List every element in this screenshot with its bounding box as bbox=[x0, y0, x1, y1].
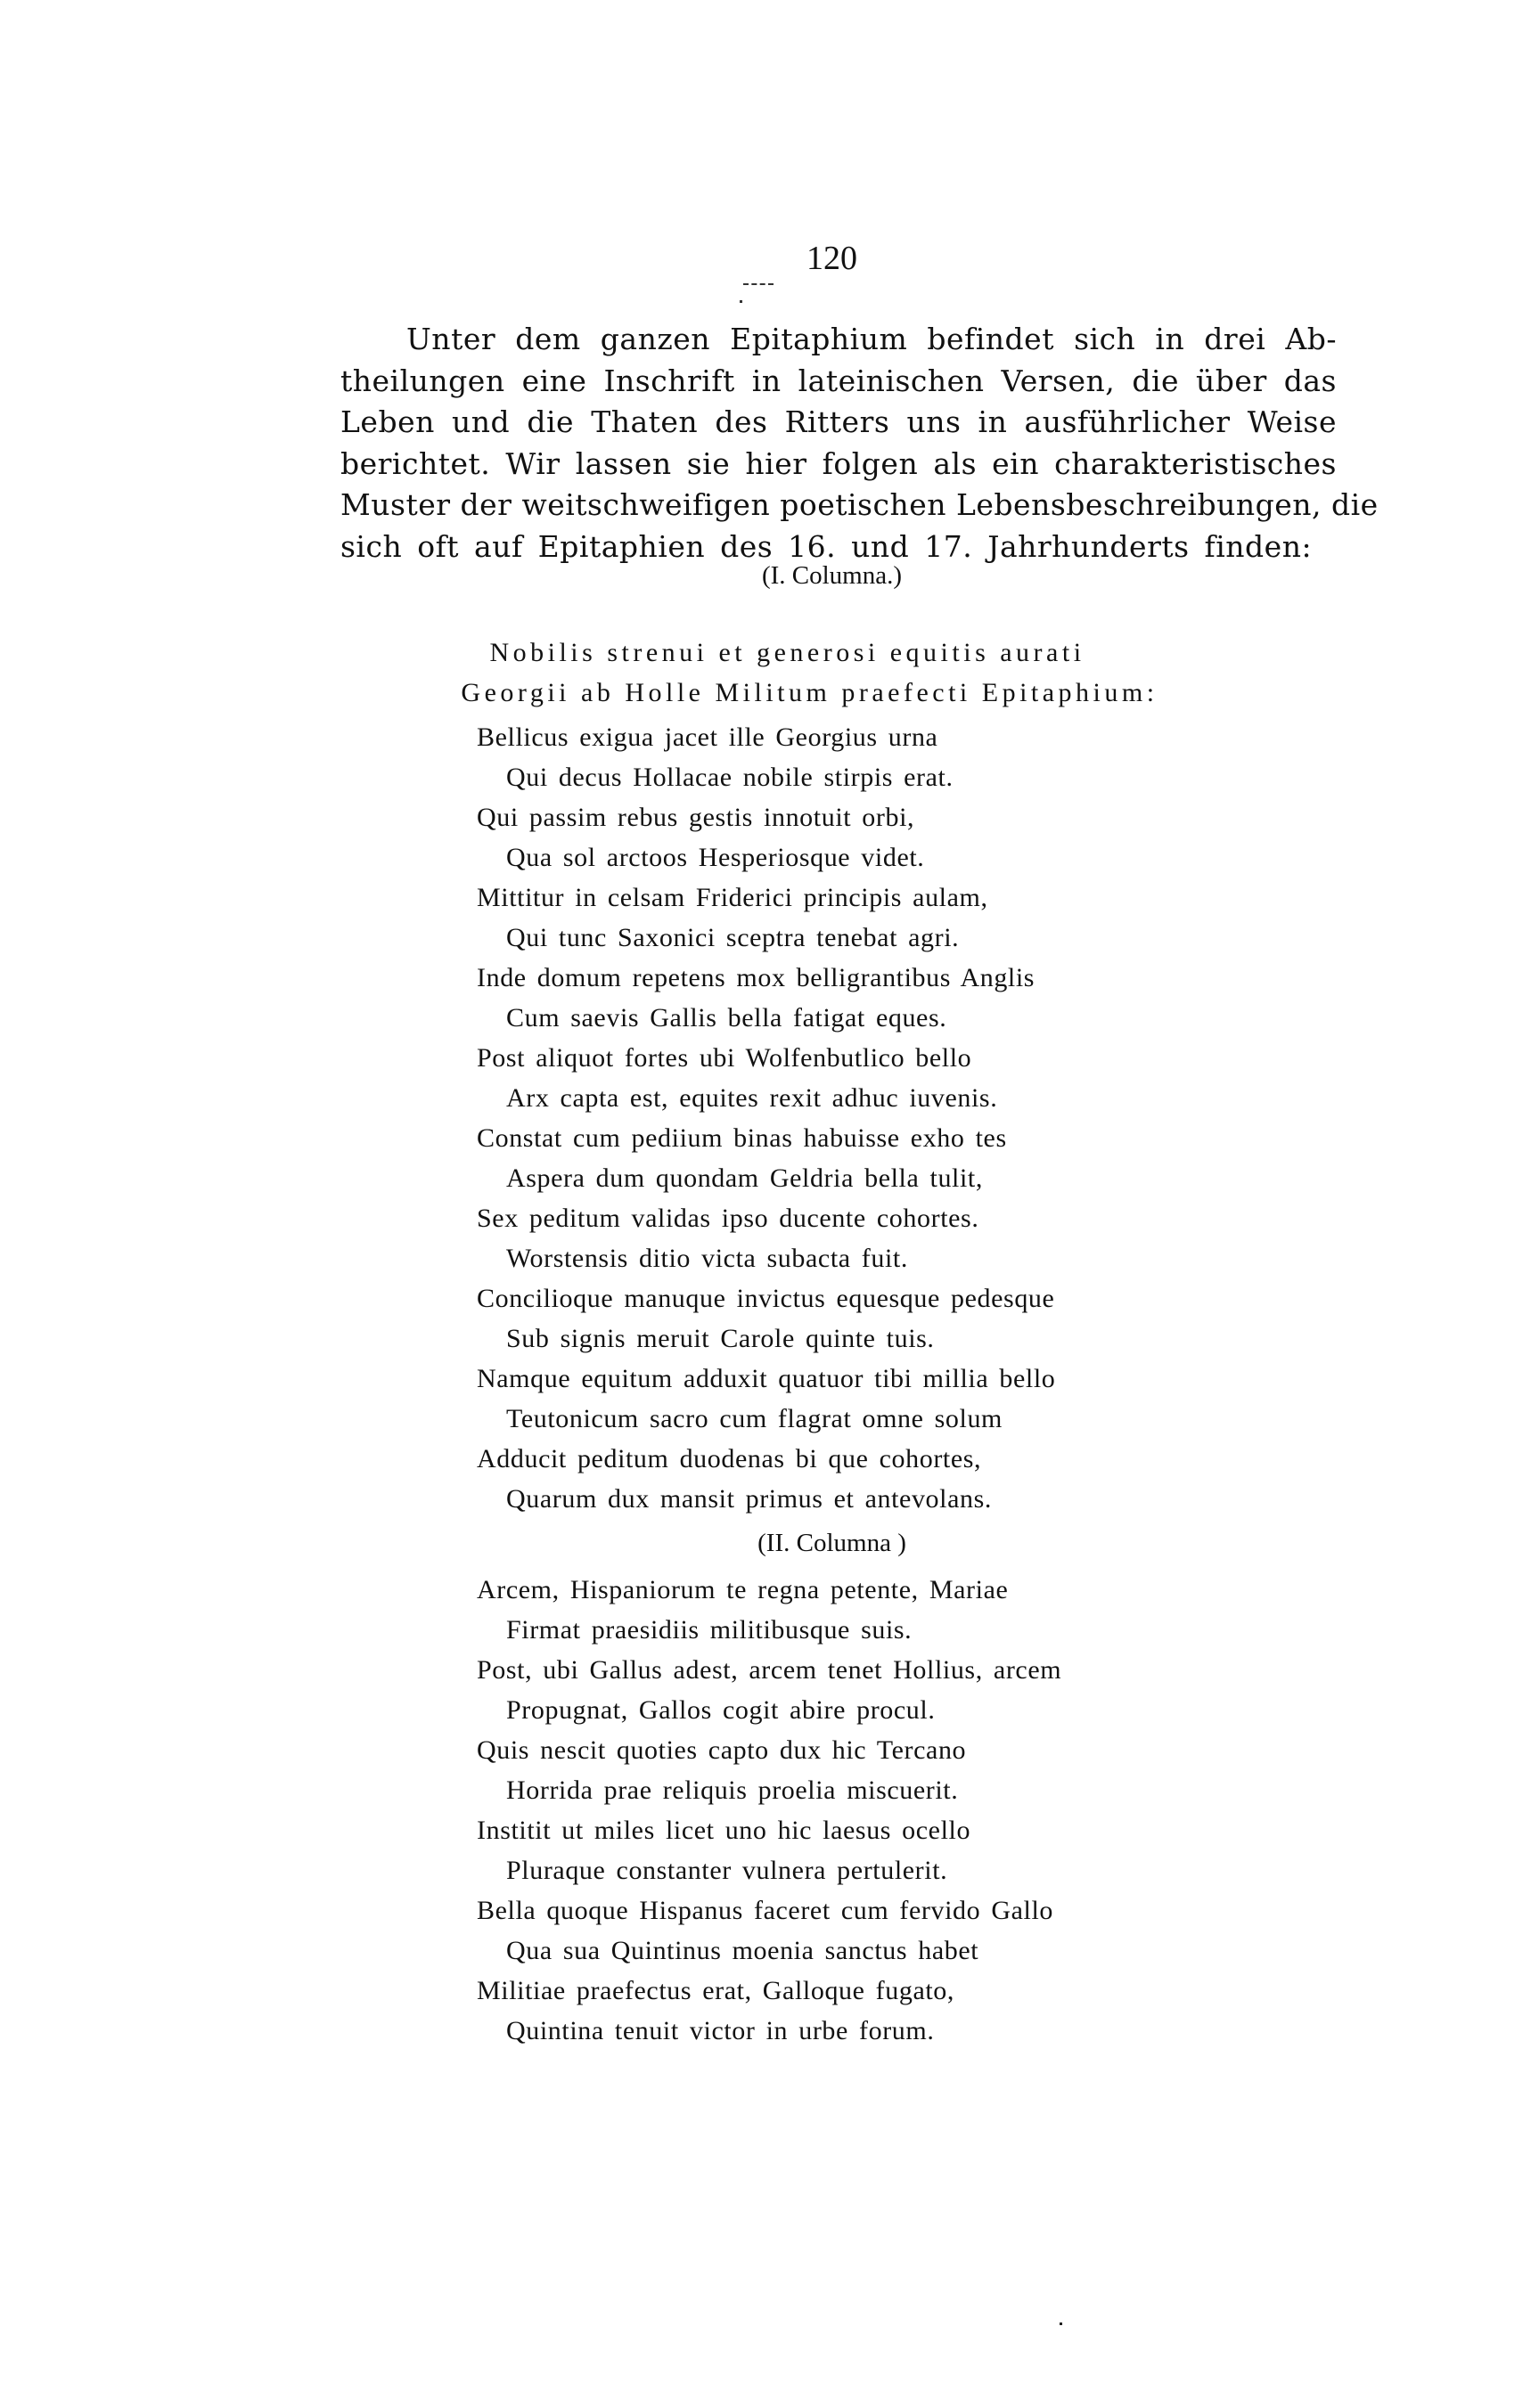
verse-line: Qua sua Quintinus moenia sanctus habet bbox=[506, 1936, 979, 1965]
verse-line: Qui passim rebus gestis innotuit orbi, bbox=[477, 803, 915, 832]
intro-paragraph bbox=[340, 319, 1379, 567]
verse-line: Sub signis meruit Carole quinte tuis. bbox=[506, 1324, 935, 1353]
dot-mark bbox=[740, 300, 742, 303]
verse-line: Pluraque constanter vulnera pertulerit. bbox=[506, 1856, 948, 1885]
verse-line: Bella quoque Hispanus faceret cum fervido Gallo bbox=[477, 1896, 1053, 1925]
verse-block-column-1 bbox=[477, 717, 1055, 1519]
verse-line: Propugnat, Gallos cogit abire procul. bbox=[506, 1695, 936, 1725]
paragraph-line: sich oft auf Epitaphien des 16. und 17. Jahrhunderts finden: bbox=[340, 528, 1313, 564]
verse-line: Arcem, Hispaniorum te regna petente, Mariae bbox=[477, 1575, 1009, 1604]
verse-line: Post, ubi Gallus adest, arcem tenet Hollius, arcem bbox=[477, 1655, 1062, 1685]
verse-line: Worstensis ditio victa subacta fuit. bbox=[506, 1244, 908, 1273]
verse-line: Constat cum pediium binas habuisse exho tes bbox=[477, 1123, 1007, 1153]
verse-line: Adducit peditum duodenas bi que cohortes, bbox=[477, 1444, 982, 1473]
verse-line: Concilioque manuque invictus equesque pedesque bbox=[477, 1284, 1055, 1313]
verse-line: Quintina tenuit victor in urbe forum. bbox=[506, 2016, 935, 2045]
paragraph-line: Leben und die Thaten des Ritters uns in ausführlicher Weise bbox=[340, 404, 1337, 439]
verse-line: Qui decus Hollacae nobile stirpis erat. bbox=[506, 763, 954, 792]
paragraph-line: theilungen eine Inschrift in lateinischen Versen, die über das bbox=[340, 363, 1337, 398]
verse-line: Qui tunc Saxonici sceptra tenebat agri. bbox=[506, 923, 960, 952]
verse-line: Qua sol arctoos Hesperiosque videt. bbox=[506, 843, 925, 872]
verse-line: Arx capta est, equites rexit adhuc iuvenis. bbox=[506, 1083, 998, 1113]
verse-line: Institit ut miles licet uno hic laesus ocello bbox=[477, 1816, 971, 1845]
paragraph-line: Unter dem ganzen Epitaphium befindet sich in drei Ab- bbox=[406, 322, 1337, 356]
verse-line: Post aliquot fortes ubi Wolfenbutlico bello bbox=[477, 1043, 972, 1073]
verse-line: Teutonicum sacro cum flagrat omne solum bbox=[506, 1404, 1003, 1433]
paragraph-line: Muster der weitschweifigen poetischen Lebensbeschreibungen, die bbox=[340, 487, 1379, 522]
verse-block-column-2 bbox=[477, 1570, 1061, 2051]
verse-line: Sex peditum validas ipso ducente cohortes. bbox=[477, 1204, 979, 1233]
verse-line: Quis nescit quoties capto dux hic Tercano bbox=[477, 1735, 967, 1765]
page-number: 120 bbox=[806, 240, 857, 277]
verse-line: Horrida prae reliquis proelia miscuerit. bbox=[506, 1775, 959, 1805]
verse-line: Aspera dum quondam Geldria bella tulit, bbox=[506, 1163, 983, 1193]
verse-line: Inde domum repetens mox belligrantibus Anglis bbox=[477, 963, 1036, 992]
verse-line: Cum saevis Gallis bella fatigat eques. bbox=[506, 1003, 947, 1033]
dash-mark bbox=[743, 283, 774, 285]
epitaph-heading-line: Georgii ab Holle Militum praefecti Epitaphium: bbox=[461, 678, 1158, 707]
bottom-dot bbox=[1060, 2322, 1062, 2325]
verse-line: Bellicus exigua jacet ille Georgius urna bbox=[477, 722, 938, 752]
paragraph-line: berichtet. Wir lassen sie hier folgen als ein charakteristisches bbox=[340, 445, 1337, 481]
verse-line: Militiae praefectus erat, Galloque fugato, bbox=[477, 1976, 954, 2005]
epitaph-heading-line: Nobilis strenui et generosi equitis aurati bbox=[489, 638, 1085, 667]
verse-line: Namque equitum adduxit quatuor tibi millia bello bbox=[477, 1364, 1056, 1393]
verse-line: Firmat praesidiis militibusque suis. bbox=[506, 1615, 913, 1645]
verse-line: Quarum dux mansit primus et antevolans. bbox=[506, 1484, 992, 1514]
column-2-label: (II. Columna ) bbox=[757, 1529, 906, 1557]
column-1-label: (I. Columna.) bbox=[761, 561, 903, 590]
verse-line: Mittitur in celsam Friderici principis aulam, bbox=[477, 883, 988, 912]
